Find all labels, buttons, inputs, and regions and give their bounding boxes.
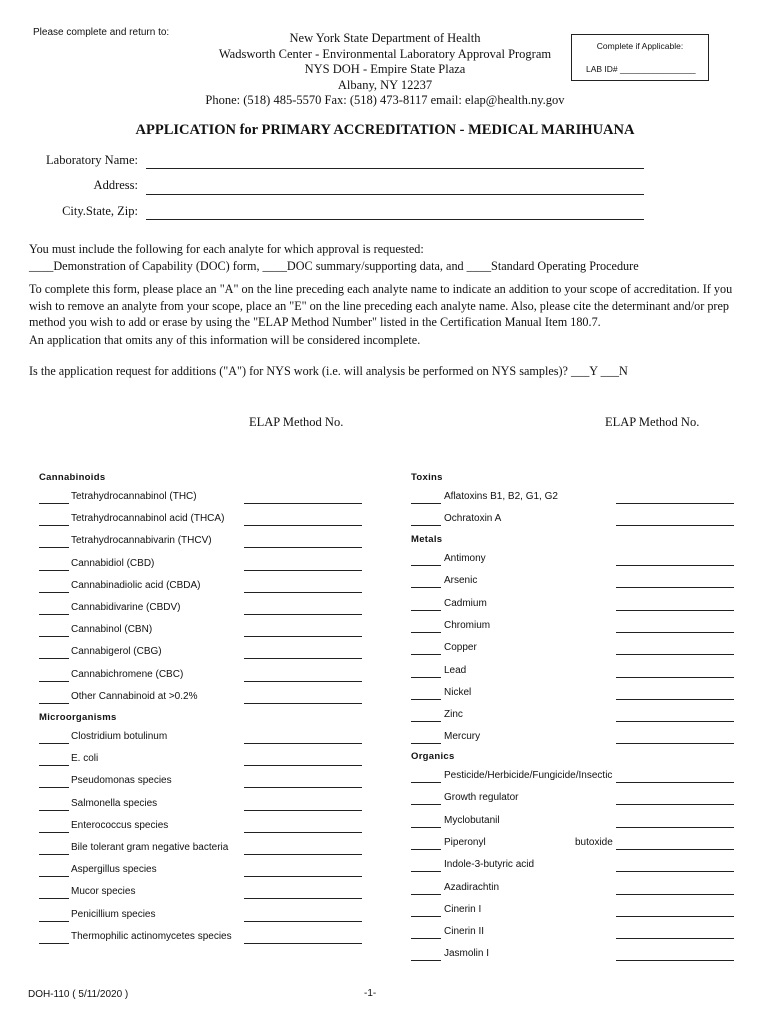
method-number-blank[interactable] (616, 894, 734, 895)
address-line-2: Albany, NY 12237 (337, 77, 433, 92)
analyte-name: Thermophilic actinomycetes species (71, 930, 232, 942)
analyte-name: Aspergillus species (71, 864, 157, 876)
agency-name: New York State Department of Health (289, 31, 481, 45)
analyte-action-blank[interactable] (39, 503, 69, 504)
method-number-blank[interactable] (244, 525, 362, 526)
include-instructions (29, 241, 744, 274)
method-number-blank[interactable] (616, 699, 734, 700)
city-state-zip-label: City.State, Zip: (62, 204, 138, 218)
analyte-name: Ochratoxin A (444, 513, 502, 525)
analyte-row (39, 506, 362, 526)
method-number-blank[interactable] (616, 827, 734, 828)
analyte-row (411, 785, 734, 805)
city-state-zip-line[interactable] (146, 219, 644, 220)
analyte-row (411, 941, 734, 961)
analyte-action-blank[interactable] (411, 503, 441, 504)
analyte-row (39, 746, 362, 766)
analyte-action-blank[interactable] (411, 610, 441, 611)
analyte-row (411, 852, 734, 872)
method-number-blank[interactable] (616, 654, 734, 655)
analyte-action-blank[interactable] (411, 654, 441, 655)
analyte-action-blank[interactable] (39, 636, 69, 637)
method-number-blank[interactable] (616, 782, 734, 783)
analyte-name: Piperonyl (444, 836, 486, 848)
method-number-blank[interactable] (616, 916, 734, 917)
method-header-right: ELAP Method No. (605, 415, 700, 429)
analyte-action-blank[interactable] (411, 782, 441, 783)
analyte-action-blank[interactable] (39, 854, 69, 855)
analyte-action-blank[interactable] (411, 827, 441, 828)
analyte-name: Cadmium (444, 597, 487, 609)
analyte-row (39, 484, 362, 504)
method-number-blank[interactable] (616, 632, 734, 633)
analyte-action-blank[interactable] (39, 592, 69, 593)
analyte-action-blank[interactable] (411, 743, 441, 744)
analyte-name: Indole-3-butyric acid (444, 859, 535, 871)
analyte-row (39, 791, 362, 811)
piperonyl-suffix: butoxide (575, 836, 613, 848)
analyte-action-blank[interactable] (39, 876, 69, 877)
analyte-row (411, 680, 734, 700)
analyte-name: Myclobutanil (444, 814, 500, 826)
method-number-blank[interactable] (244, 854, 362, 855)
analyte-action-blank[interactable] (411, 871, 441, 872)
analyte-name: Cannabidiol (CBD) (71, 557, 155, 569)
method-number-blank[interactable] (616, 610, 734, 611)
analyte-name: Bile tolerant gram negative bacteria (71, 842, 229, 853)
analyte-action-blank[interactable] (411, 632, 441, 633)
method-number-blank[interactable] (616, 525, 734, 526)
analyte-row (411, 702, 734, 722)
return-to-label: Please complete and return to: (33, 27, 170, 38)
analyte-row (39, 724, 362, 744)
analyte-action-blank[interactable] (39, 658, 69, 659)
analyte-row (411, 484, 734, 504)
analyte-row (411, 897, 734, 917)
section-title-toxins: Toxins (411, 472, 443, 483)
analyte-name: Growth regulator (444, 792, 519, 804)
analyte-name: Copper (444, 642, 477, 654)
analyte-row (39, 684, 362, 704)
analyte-row (39, 857, 362, 877)
analyte-name: Cinerin II (444, 926, 485, 938)
analyte-name: Pseudomonas species (71, 775, 172, 787)
method-number-blank[interactable] (244, 876, 362, 877)
analyte-name: Enterococcus species (71, 819, 169, 831)
analyte-name: Other Cannabinoid at >0.2% (71, 690, 198, 702)
analyte-name: Zinc (444, 709, 463, 721)
contact-line: Phone: (518) 485-5570 Fax: (518) 473-8117 email: elap@health.ny.gov (205, 93, 565, 107)
analyte-row (411, 506, 734, 526)
form-id: DOH-110 ( 5/11/2020 ) (28, 989, 129, 1000)
analyte-action-blank[interactable] (39, 787, 69, 788)
analyte-name: Cannabinadiolic acid (CBDA) (71, 579, 201, 591)
section-title-organics: Organics (411, 751, 455, 762)
method-number-blank[interactable] (244, 547, 362, 548)
analyte-name: Cannabigerol (CBG) (71, 646, 162, 658)
analyte-row (39, 879, 362, 899)
analyte-row (411, 591, 734, 611)
analyte-action-blank[interactable] (411, 916, 441, 917)
address-label: Address: (93, 178, 138, 192)
analyte-row (411, 808, 734, 828)
analyte-row (39, 595, 362, 615)
analyte-action-blank[interactable] (39, 743, 69, 744)
analyte-row (39, 639, 362, 659)
analyte-name: Lead (444, 664, 467, 676)
analyte-action-blank[interactable] (411, 938, 441, 939)
analyte-action-blank[interactable] (411, 849, 441, 850)
analyte-name: Cannabidivarine (CBDV) (71, 602, 181, 613)
applicable-label: Complete if Applicable: (596, 41, 684, 51)
method-number-blank[interactable] (244, 592, 362, 593)
method-number-blank[interactable] (616, 587, 734, 588)
analyte-row (39, 617, 362, 637)
analyte-row (411, 613, 734, 633)
analyte-action-blank[interactable] (411, 565, 441, 566)
analyte-action-blank[interactable] (39, 703, 69, 704)
method-number-blank[interactable] (616, 721, 734, 722)
analyte-name: Salmonella species (71, 797, 158, 809)
section-title-metals: Metals (411, 534, 443, 545)
method-number-blank[interactable] (244, 787, 362, 788)
method-number-blank[interactable] (244, 503, 362, 504)
method-number-blank[interactable] (616, 677, 734, 678)
analyte-action-blank[interactable] (411, 960, 441, 961)
page-number: -1- (364, 988, 377, 999)
method-number-blank[interactable] (244, 810, 362, 811)
analyte-name: Antimony (444, 553, 486, 564)
analyte-action-blank[interactable] (411, 699, 441, 700)
analyte-name: Cannabinol (CBN) (71, 624, 153, 636)
analyte-action-blank[interactable] (411, 677, 441, 678)
complete-instructions: To complete this form, please place an "A" on the line preceding each analyte name to indicate an addition to your scope of accreditation. If you wish to remove an analyte from your scope, place an "E" on the line preceding each analyte name. Also, please cite the determinant and/or prep method you wish to add or erase by using the "ELAP Method Number" listed in the Certification Manual Item 180.7. (29, 282, 733, 329)
analyte-action-blank[interactable] (411, 587, 441, 588)
method-number-blank[interactable] (616, 743, 734, 744)
laboratory-name-label: Laboratory Name: (46, 153, 138, 167)
analyte-action-blank[interactable] (39, 614, 69, 615)
method-number-blank[interactable] (616, 960, 734, 961)
analyte-action-blank[interactable] (39, 681, 69, 682)
analyte-action-blank[interactable] (39, 570, 69, 571)
analyte-row (39, 768, 362, 788)
section-title-cannabinoids: Cannabinoids (39, 472, 106, 483)
analyte-name: Arsenic (444, 575, 478, 587)
analyte-name: Mucor species (71, 886, 136, 898)
analyte-row (411, 919, 734, 939)
analyte-action-blank[interactable] (411, 804, 441, 805)
analyte-row (411, 724, 734, 744)
analyte-row (39, 902, 362, 922)
method-number-blank[interactable] (616, 565, 734, 566)
analyte-name: Tetrahydrocannabinol (THC) (71, 491, 197, 502)
analyte-name: Cinerin I (444, 903, 482, 915)
method-number-blank[interactable] (244, 636, 362, 637)
agency-header (135, 31, 635, 109)
analyte-action-blank[interactable] (411, 525, 441, 526)
method-header-left: ELAP Method No. (249, 415, 344, 429)
method-number-blank[interactable] (244, 765, 362, 766)
method-number-blank[interactable] (244, 614, 362, 615)
analyte-row (411, 635, 734, 655)
analyte-name: Cannabichromene (CBC) (71, 668, 184, 680)
analyte-name: Nickel (444, 686, 472, 698)
analyte-row (39, 573, 362, 593)
analyte-name: Tetrahydrocannabivarin (THCV) (71, 535, 212, 547)
analyte-row (411, 763, 734, 783)
method-number-blank[interactable] (244, 832, 362, 833)
analyte-name: Aflatoxins B1, B2, G1, G2 (444, 491, 558, 502)
section-title-microorganisms: Microorganisms (39, 712, 117, 723)
analyte-name: Mercury (444, 731, 481, 743)
incomplete-notice: An application that omits any of this information will be considered incomplete. (29, 333, 421, 347)
analyte-row (411, 875, 734, 895)
include-line-2: ____Demonstration of Capability (DOC) form, ____DOC summary/supporting data, and ____Standard Operating Procedure (29, 258, 639, 273)
analyte-action-blank[interactable] (39, 765, 69, 766)
applicable-box (571, 34, 709, 81)
analyte-action-blank[interactable] (39, 832, 69, 833)
lab-id-field[interactable]: LAB ID# ________________ (586, 64, 696, 74)
method-number-blank[interactable] (616, 938, 734, 939)
analyte-name: Azadirachtin (444, 881, 500, 893)
analyte-name: Chromium (444, 619, 491, 631)
method-number-blank[interactable] (616, 503, 734, 504)
analyte-action-blank[interactable] (39, 525, 69, 526)
method-number-blank[interactable] (244, 681, 362, 682)
address-line[interactable] (146, 194, 644, 195)
analyte-name: Clostridium botulinum (71, 731, 168, 742)
method-number-blank[interactable] (244, 921, 362, 922)
analyte-row (411, 830, 734, 850)
analyte-name: Pesticide/Herbicide/Fungicide/Insectic (444, 770, 613, 781)
analyte-action-blank[interactable] (39, 943, 69, 944)
method-number-blank[interactable] (244, 570, 362, 571)
analyte-row (411, 546, 734, 566)
analyte-row (39, 813, 362, 833)
analyte-row (39, 528, 362, 548)
include-line-1: You must include the following for each analyte for which approval is requested: (29, 242, 424, 256)
address-line-1: NYS DOH - Empire State Plaza (304, 62, 466, 76)
analyte-row (411, 658, 734, 678)
form-title: APPLICATION for PRIMARY ACCREDITATION - MEDICAL MARIHUANA (135, 122, 635, 138)
nys-question: Is the application request for additions ("A") for NYS work (i.e. will analysis be performed on NYS samples)? ___Y ___N (29, 364, 628, 378)
analyte-action-blank[interactable] (39, 898, 69, 899)
method-number-blank[interactable] (616, 849, 734, 850)
analyte-row (39, 924, 362, 944)
analyte-action-blank[interactable] (39, 921, 69, 922)
program-name: Wadsworth Center - Environmental Laboratory Approval Program (218, 46, 552, 61)
analyte-name: Penicillium species (71, 908, 156, 920)
analyte-row (411, 568, 734, 588)
analyte-name: E. coli (71, 753, 99, 765)
laboratory-name-line[interactable] (146, 168, 644, 169)
analyte-action-blank[interactable] (39, 810, 69, 811)
analyte-name: Jasmolin I (444, 948, 490, 960)
method-number-blank[interactable] (244, 898, 362, 899)
method-number-blank[interactable] (616, 804, 734, 805)
method-number-blank[interactable] (244, 703, 362, 704)
analyte-row (39, 551, 362, 571)
method-number-blank[interactable] (616, 871, 734, 872)
analyte-action-blank[interactable] (411, 894, 441, 895)
method-number-blank[interactable] (244, 743, 362, 744)
analyte-name: Tetrahydrocannabinol acid (THCA) (71, 513, 225, 525)
analyte-row (39, 662, 362, 682)
analyte-row (39, 835, 362, 855)
method-number-blank[interactable] (244, 658, 362, 659)
analyte-action-blank[interactable] (39, 547, 69, 548)
analyte-action-blank[interactable] (411, 721, 441, 722)
method-number-blank[interactable] (244, 943, 362, 944)
